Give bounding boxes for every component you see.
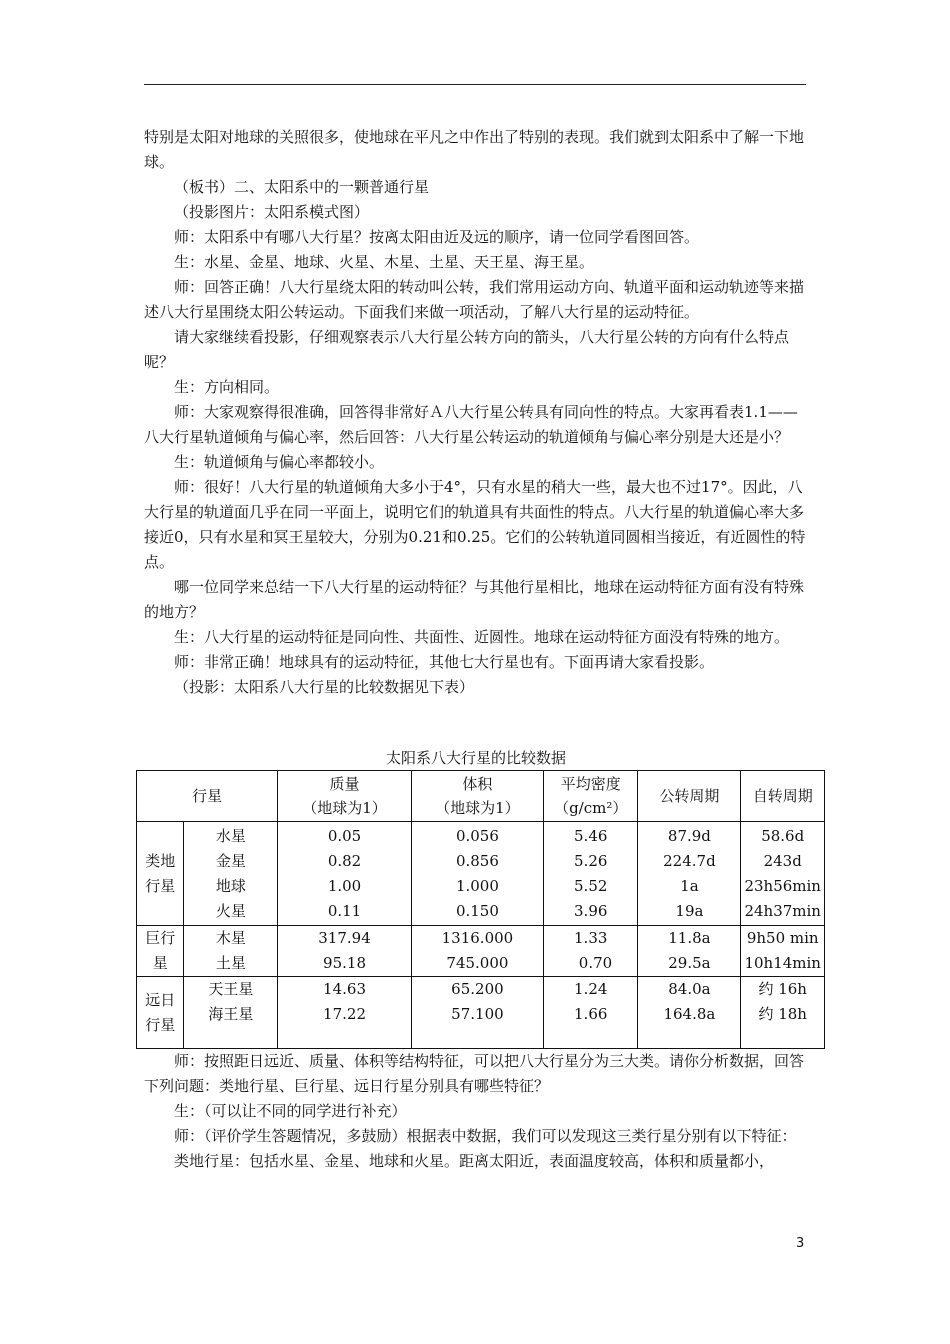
mass-values: 14.63 17.22 — [278, 977, 412, 1049]
header-density: 平均密度 （g/cm²） — [544, 771, 638, 822]
volume-values: 65.200 57.100 — [411, 977, 543, 1049]
paragraph: 生：（可以让不同的同学进行补充） — [174, 1102, 407, 1120]
paragraph: （板书）二、太阳系中的一颗普通行星 — [174, 178, 430, 196]
group-name: 远日 行星 — [137, 977, 184, 1049]
planet-names: 天王星 海王星 — [184, 977, 278, 1049]
volume-values: 1316.000 745.000 — [411, 926, 543, 977]
paragraph: 生：水星、金星、地球、火星、木星、土星、天王星、海王星。 — [174, 253, 595, 271]
paragraph: 请大家继续看投影，仔细观察表示八大行星公转方向的箭头，八大行星公转的方向有什么特点呢？ — [144, 328, 790, 371]
header-rule — [144, 84, 806, 85]
table-caption: 太阳系八大行星的比较数据 — [385, 749, 566, 767]
revolution-values: 11.8a 29.5a — [638, 926, 741, 977]
body-text-bottom — [144, 1049, 808, 1174]
group-name: 巨行 星 — [137, 926, 184, 977]
mass-values: 317.94 95.18 — [278, 926, 412, 977]
header-revolution: 公转周期 — [638, 771, 741, 822]
density-values: 5.46 5.26 5.52 3.96 — [544, 822, 638, 926]
paragraph: 师：大家观察得很准确，回答得非常好Ａ八大行星公转具有同向性的特点。大家再看表1.1——八大行星轨道倾角与偏心率，然后回答：八大行星公转运动的轨道倾角与偏心率分别是大还是小？ — [144, 403, 798, 446]
paragraph: 师：非常正确！地球具有的运动特征，其他七大行星也有。下面再请大家看投影。 — [174, 653, 715, 671]
mass-values: 0.05 0.82 1.00 0.11 — [278, 822, 412, 926]
page-number: 3 — [796, 1236, 805, 1251]
planet-names: 木星 土星 — [184, 926, 278, 977]
revolution-values: 87.9d 224.7d 1a 19a — [638, 822, 741, 926]
table-header-row — [137, 771, 825, 822]
density-values: 1.33 0.70 — [544, 926, 638, 977]
paragraph: （投影：太阳系八大行星的比较数据见下表） — [174, 678, 475, 696]
paragraph: 哪一位同学来总结一下八大行星的运动特征？与其他行星相比，地球在运动特征方面有没有特殊的地方？ — [144, 578, 805, 621]
paragraph: 师：按照距日远近、质量、体积等结构特征，可以把八大行星分为三大类。请你分析数据，回答下列问题：类地行星、巨行星、远日行星分别具有哪些特征？ — [144, 1052, 805, 1095]
paragraph: 特别是太阳对地球的关照很多，使地球在平凡之中作出了特别的表现。我们就到太阳系中了解一下地球。 — [144, 128, 805, 171]
body-text-top — [144, 125, 808, 700]
rotation-values: 约 16h 约 18h — [741, 977, 825, 1049]
paragraph: 生：方向相同。 — [174, 378, 280, 396]
paragraph: 师：回答正确！八大行星绕太阳的转动叫公转，我们常用运动方向、轨道平面和运动轨迹等来描述八大行星围绕太阳公转运动。下面我们来做一项活动，了解八大行星的运动特征。 — [144, 278, 805, 321]
paragraph: 师：很好！八大行星的轨道倾角大多小于4°，只有水星的稍大一些，最大也不过17°。因此，八大行星的轨道面几乎在同一平面上，说明它们的轨道具有共面性的特点。八大行星的轨道偏心率大多接近0，只有水星和冥王星较大，分别为0.21和0.25。它们的公转轨道同圆相当接近，有近圆性的特点。 — [144, 478, 806, 571]
density-values: 1.24 1.66 — [544, 977, 638, 1049]
header-planet: 行星 — [137, 771, 278, 822]
header-rotation: 自转周期 — [741, 771, 825, 822]
table-row — [137, 822, 825, 926]
planet-names: 水星 金星 地球 火星 — [184, 822, 278, 926]
paragraph: 师：太阳系中有哪八大行星？按离太阳由近及远的顺序，请一位同学看图回答。 — [174, 228, 700, 246]
paragraph: 类地行星：包括水星、金星、地球和火星。距离太阳近，表面温度较高，体积和质量都小， — [174, 1152, 775, 1170]
paragraph: （投影图片：太阳系模式图） — [174, 203, 370, 221]
revolution-values: 84.0a 164.8a — [638, 977, 741, 1049]
header-volume: 体积 （地球为1） — [411, 771, 543, 822]
table-row — [137, 926, 825, 977]
planet-comparison-table — [136, 770, 825, 1049]
table-row — [137, 977, 825, 1049]
volume-values: 0.056 0.856 1.000 0.150 — [411, 822, 543, 926]
rotation-values: 58.6d 243d 23h56min 24h37min — [741, 822, 825, 926]
rotation-values: 9h50 min 10h14min — [741, 926, 825, 977]
header-mass: 质量 （地球为1） — [278, 771, 412, 822]
group-name: 类地 行星 — [137, 822, 184, 926]
paragraph: 师：（评价学生答题情况，多鼓励）根据表中数据，我们可以发现这三类行星分别有以下特征： — [174, 1127, 797, 1145]
paragraph: 生：轨道倾角与偏心率都较小。 — [174, 453, 385, 471]
paragraph: 生：八大行星的运动特征是同向性、共面性、近圆性。地球在运动特征方面没有特殊的地方。 — [174, 628, 790, 646]
